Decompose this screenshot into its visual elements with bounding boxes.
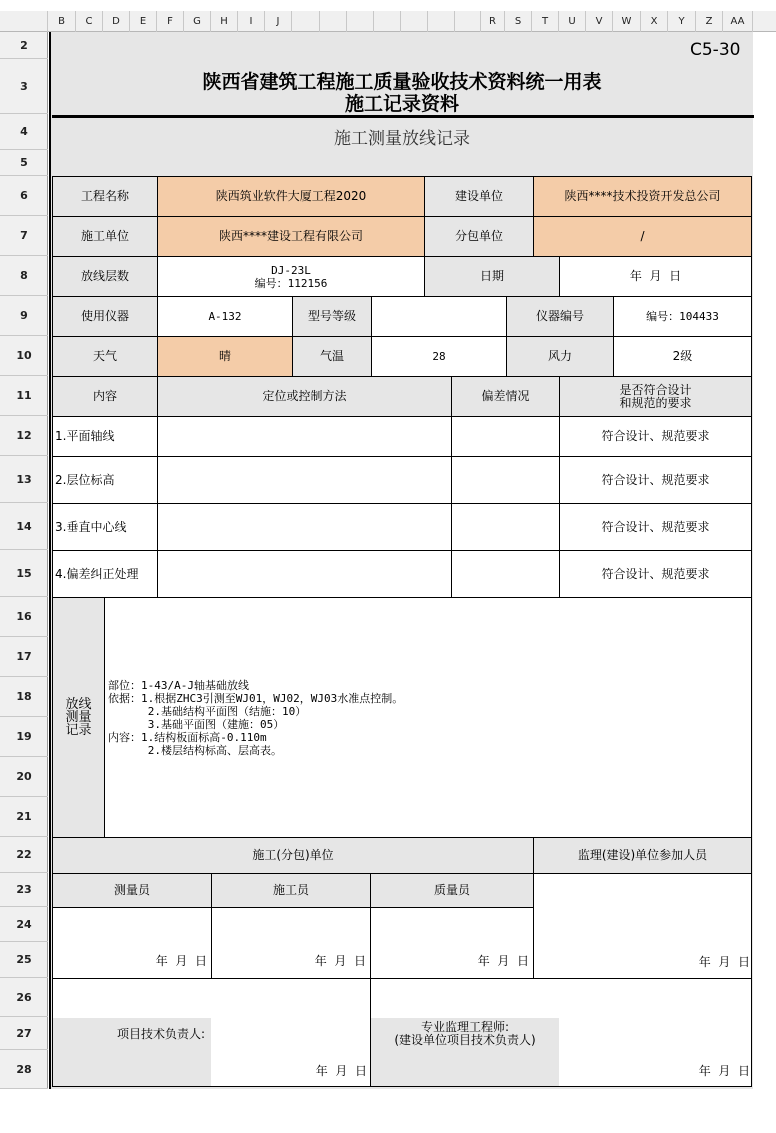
worker-label: 施工员 bbox=[211, 873, 371, 908]
layer-label: 放线层数 bbox=[52, 256, 158, 297]
instrument-label: 使用仪器 bbox=[52, 296, 158, 337]
column-header-cell[interactable]: U bbox=[559, 11, 586, 32]
column-header-cell[interactable]: R bbox=[481, 11, 505, 32]
builder-label: 建设单位 bbox=[424, 176, 534, 217]
item-deviation[interactable] bbox=[451, 456, 560, 504]
column-header-cell[interactable] bbox=[428, 11, 455, 32]
record-line: 依据：1.根据ZHC3引测至WJ01，WJ02，WJ03水准点控制。 bbox=[108, 691, 404, 705]
row-header-cell[interactable]: 2 bbox=[0, 32, 48, 59]
layer-line2: 编号：112156 bbox=[254, 276, 328, 290]
supervisor-sign-date: 年 月 日 bbox=[698, 955, 750, 969]
supervisor-line1: 专业监理工程师: bbox=[420, 1020, 510, 1034]
column-header-cell[interactable] bbox=[374, 11, 401, 32]
wind-label: 风力 bbox=[506, 336, 614, 377]
item-deviation[interactable] bbox=[451, 416, 560, 457]
builder-field[interactable]: 陕西****技术投资开发总公司 bbox=[533, 176, 752, 217]
temp-field[interactable]: 28 bbox=[371, 336, 507, 377]
model-field[interactable] bbox=[371, 296, 507, 337]
row-header-cell[interactable]: 22 bbox=[0, 837, 48, 873]
item-conform[interactable]: 符合设计、规范要求 bbox=[559, 456, 752, 504]
date-field[interactable]: 年 月 日 bbox=[559, 256, 752, 297]
weather-label: 天气 bbox=[52, 336, 158, 377]
supervisor-engineer-label bbox=[371, 1018, 559, 1086]
row-header-cell[interactable]: 27 bbox=[0, 1017, 48, 1050]
row-header-strip bbox=[0, 32, 48, 1089]
title-rule bbox=[52, 115, 754, 118]
record-label bbox=[52, 597, 105, 838]
item-method[interactable] bbox=[157, 503, 452, 551]
item-deviation[interactable] bbox=[451, 550, 560, 598]
column-header-cell[interactable]: T bbox=[532, 11, 559, 32]
col-conform-line2: 和规范的要求 bbox=[619, 395, 692, 410]
temp-label: 气温 bbox=[292, 336, 372, 377]
col-conform-line1: 是否符合设计 bbox=[619, 382, 692, 397]
worker-sign-area[interactable]: 年 月 日 bbox=[211, 907, 371, 979]
row-header-cell[interactable]: 7 bbox=[0, 216, 48, 256]
row-header-cell[interactable]: 4 bbox=[0, 114, 48, 150]
column-header-cell[interactable]: F bbox=[157, 11, 184, 32]
record-line: 部位：1-43/A-J轴基础放线 bbox=[108, 678, 249, 692]
item-content: 1.平面轴线 bbox=[52, 416, 158, 457]
row-header-cell[interactable]: 10 bbox=[0, 336, 48, 376]
model-label: 型号等级 bbox=[292, 296, 372, 337]
row-header-cell[interactable]: 9 bbox=[0, 296, 48, 336]
row-header-cell[interactable]: 13 bbox=[0, 456, 48, 503]
column-header-cell[interactable]: Y bbox=[668, 11, 696, 32]
row-header-cell[interactable]: 23 bbox=[0, 873, 48, 907]
item-conform[interactable]: 符合设计、规范要求 bbox=[559, 416, 752, 457]
project-name-field[interactable]: 陕西筑业软件大厦工程2020 bbox=[157, 176, 425, 217]
row-header-cell[interactable]: 21 bbox=[0, 797, 48, 837]
row-header-cell[interactable]: 19 bbox=[0, 717, 48, 757]
column-header-cell[interactable]: B bbox=[48, 11, 76, 32]
row-header-cell[interactable]: 17 bbox=[0, 637, 48, 677]
layer-field[interactable] bbox=[157, 256, 425, 297]
row-header-cell[interactable]: 26 bbox=[0, 978, 48, 1017]
column-header-cell[interactable]: G bbox=[184, 11, 211, 32]
column-header-cell[interactable]: X bbox=[641, 11, 668, 32]
row-header-cell[interactable]: 25 bbox=[0, 942, 48, 978]
column-header-cell[interactable]: Z bbox=[696, 11, 723, 32]
doc-code: C5-30 bbox=[690, 40, 741, 60]
column-header-cell[interactable] bbox=[292, 11, 320, 32]
record-content[interactable] bbox=[104, 597, 752, 838]
column-header-cell[interactable] bbox=[401, 11, 428, 32]
row-header-cell[interactable]: 18 bbox=[0, 677, 48, 717]
doc-title-line1: 陕西省建筑工程施工质量验收技术资料统一用表 bbox=[202, 71, 602, 93]
layer-line1: DJ-23L bbox=[271, 263, 311, 277]
item-content: 3.垂直中心线 bbox=[52, 503, 158, 551]
column-header-cell[interactable]: I bbox=[238, 11, 265, 32]
row-header-cell[interactable]: 16 bbox=[0, 597, 48, 637]
project-name-label: 工程名称 bbox=[52, 176, 158, 217]
row-header-cell[interactable]: 12 bbox=[0, 416, 48, 456]
supervisor-engineer-date: 年 月 日 bbox=[698, 1064, 750, 1078]
item-conform[interactable]: 符合设计、规范要求 bbox=[559, 503, 752, 551]
column-header-strip bbox=[0, 11, 776, 32]
column-header-cell[interactable]: D bbox=[103, 11, 130, 32]
contractor-unit-header: 施工(分包)单位 bbox=[52, 837, 534, 874]
instrument-field[interactable]: A-132 bbox=[157, 296, 293, 337]
surveyor-label: 测量员 bbox=[52, 873, 212, 908]
row-header-cell[interactable]: 5 bbox=[0, 150, 48, 176]
column-header-cell[interactable]: C bbox=[76, 11, 103, 32]
row-header-cell[interactable]: 11 bbox=[0, 376, 48, 416]
select-all-corner[interactable] bbox=[0, 11, 48, 32]
row-header-cell[interactable]: 15 bbox=[0, 550, 48, 597]
row-header-cell[interactable]: 20 bbox=[0, 757, 48, 797]
item-deviation[interactable] bbox=[451, 503, 560, 551]
item-method[interactable] bbox=[157, 416, 452, 457]
tech-lead-label: 项目技术负责人: bbox=[53, 1018, 211, 1086]
item-conform[interactable]: 符合设计、规范要求 bbox=[559, 550, 752, 598]
wind-field[interactable]: 2级 bbox=[613, 336, 752, 377]
contractor-field[interactable]: 陕西****建设工程有限公司 bbox=[157, 216, 425, 257]
weather-field[interactable]: 晴 bbox=[157, 336, 293, 377]
supervisor-unit-header: 监理(建设)单位参加人员 bbox=[533, 837, 752, 874]
column-header-cell[interactable]: W bbox=[613, 11, 641, 32]
column-header-cell[interactable] bbox=[347, 11, 374, 32]
subcontractor-field[interactable]: / bbox=[533, 216, 752, 257]
row-header-cell[interactable]: 8 bbox=[0, 256, 48, 296]
record-label-1: 放线 bbox=[65, 697, 92, 712]
row-header-cell[interactable]: 3 bbox=[0, 59, 48, 114]
col-content-header: 内容 bbox=[52, 376, 158, 417]
item-method[interactable] bbox=[157, 550, 452, 598]
doc-title-line2: 施工记录资料 bbox=[344, 93, 459, 115]
row-header-cell[interactable]: 14 bbox=[0, 503, 48, 550]
column-header-cell[interactable]: V bbox=[586, 11, 613, 32]
row-header-cell[interactable]: 6 bbox=[0, 176, 48, 216]
column-header-cell[interactable] bbox=[455, 11, 481, 32]
column-header-cell[interactable]: H bbox=[211, 11, 238, 32]
record-line: 2.基础结构平面图（结施：10） bbox=[108, 704, 307, 718]
supervisor-line2: (建设单位项目技术负责人) bbox=[394, 1033, 536, 1047]
record-line: 3.基础平面图（建施：05） bbox=[108, 717, 285, 731]
tech-lead-date: 年 月 日 bbox=[315, 1064, 367, 1078]
row-header-cell[interactable]: 28 bbox=[0, 1050, 48, 1089]
qc-sign-area[interactable]: 年 月 日 bbox=[370, 907, 534, 979]
doc-subtitle: 施工测量放线记录 bbox=[334, 129, 470, 149]
item-method[interactable] bbox=[157, 456, 452, 504]
col-method-header: 定位或控制方法 bbox=[157, 376, 452, 417]
record-line: 2.楼层结构标高、层高表。 bbox=[108, 743, 282, 757]
subcontractor-label: 分包单位 bbox=[424, 216, 534, 257]
record-label-3: 记录 bbox=[65, 723, 92, 738]
date-label: 日期 bbox=[424, 256, 560, 297]
column-header-cell[interactable]: E bbox=[130, 11, 157, 32]
item-content: 2.层位标高 bbox=[52, 456, 158, 504]
instrument-no-label: 仪器编号 bbox=[506, 296, 614, 337]
col-conform-header bbox=[559, 376, 752, 417]
row-header-cell[interactable]: 24 bbox=[0, 907, 48, 942]
record-line: 内容：1.结构板面标高-0.110m bbox=[108, 730, 267, 744]
contractor-label: 施工单位 bbox=[52, 216, 158, 257]
column-header-cell[interactable]: S bbox=[505, 11, 532, 32]
column-header-cell[interactable] bbox=[320, 11, 347, 32]
column-header-cell[interactable]: J bbox=[265, 11, 292, 32]
surveyor-sign-area[interactable]: 年 月 日 bbox=[52, 907, 212, 979]
record-label-2: 测量 bbox=[65, 710, 92, 725]
qc-label: 质量员 bbox=[370, 873, 534, 908]
col-deviation-header: 偏差情况 bbox=[451, 376, 560, 417]
item-content: 4.偏差纠正处理 bbox=[52, 550, 158, 598]
column-header-cell[interactable]: AA bbox=[723, 11, 753, 32]
instrument-no-field[interactable]: 编号：104433 bbox=[613, 296, 752, 337]
